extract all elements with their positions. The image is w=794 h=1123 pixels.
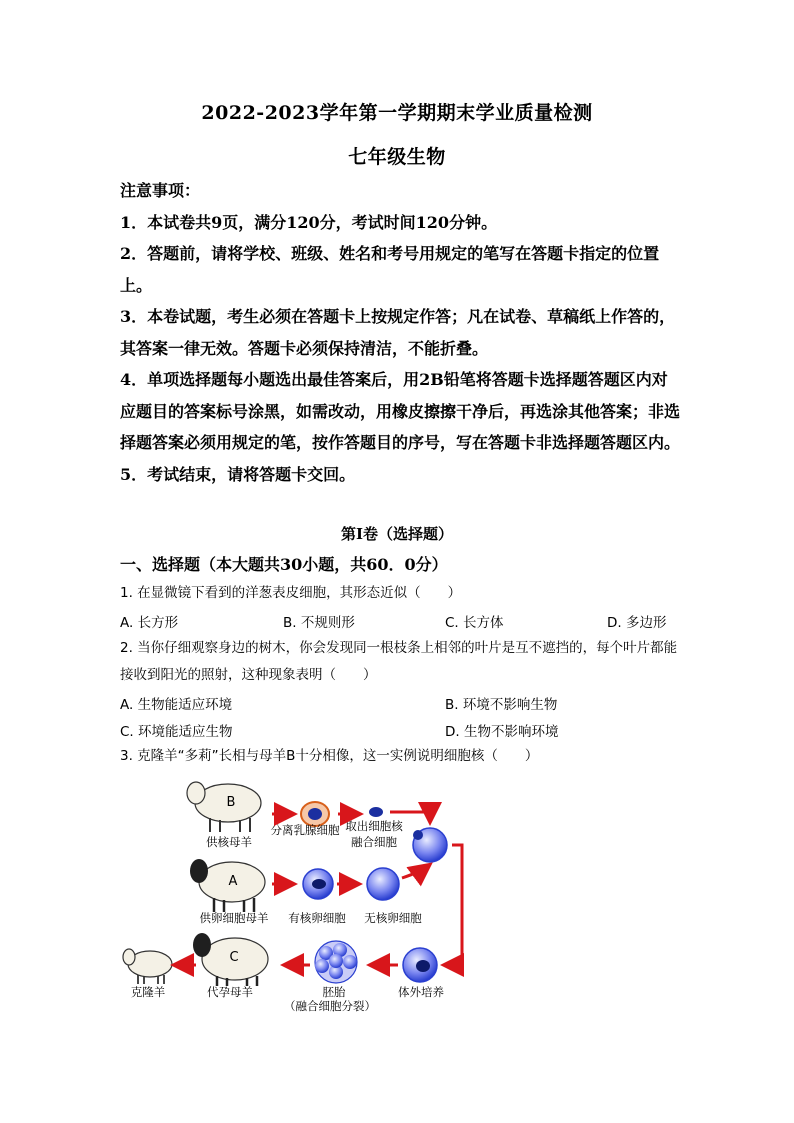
q1-option-b[interactable]: B. 不规则形	[283, 615, 355, 631]
exam-subject: 七年级生物	[348, 146, 446, 168]
question-1-stem: 1. 在显微镜下看到的洋葱表皮细胞，其形态近似（ ）	[120, 585, 462, 601]
notice-item-4: 4．单项选择题每小题选出最佳答案后，用2B铅笔将答题卡选择题答题区内对应题目的答案标号涂黑，如需改动，用橡皮擦擦干净后，再选涂其他答案；非选择题答案必须用规定的笔，按作答题目的序号，写在答题卡非选择题答题区内。	[120, 370, 681, 452]
label-fused-cell: 融合细胞	[351, 835, 397, 849]
q1-option-d[interactable]: D. 多边形	[607, 615, 667, 631]
label-clone: 克隆羊	[130, 985, 166, 999]
label-embryo-note: （融合细胞分裂）	[284, 999, 376, 1013]
notice-item-3: 3．本卷试题，考生必须在答题卡上按规定作答；凡在试卷、草稿纸上作答的，其答案一律无效。答题卡必须保持清洁，不能折叠。	[120, 307, 676, 358]
q1-option-c[interactable]: C. 长方体	[445, 615, 504, 631]
label-extract-nucleus: 取出细胞核	[345, 819, 403, 833]
nucleated-egg-icon	[303, 869, 333, 899]
volume-heading: 第I卷（选择题）	[340, 525, 454, 543]
label-embryo: 胚胎	[322, 985, 346, 999]
q2-option-d[interactable]: D. 生物不影响环境	[445, 724, 559, 740]
label-donor-nucleus: 供核母羊	[206, 835, 252, 849]
sheep-b-icon	[187, 782, 261, 832]
label-nucleated-egg: 有核卵细胞	[288, 911, 346, 925]
sheep-a-letter: A	[228, 874, 238, 889]
sheep-a-icon	[190, 859, 265, 912]
embryo-icon	[315, 941, 357, 983]
question-2-stem: 2. 当你仔细观察身边的树木，你会发现同一根枝条上相邻的叶片是互不遮挡的，每个叶片都能接收到阳光的照射，这种现象表明（ ）	[120, 640, 678, 683]
enucleated-egg-icon	[367, 868, 399, 900]
label-surrogate: 代孕母羊	[207, 985, 253, 999]
nucleus-icon	[369, 807, 383, 817]
arrow-fused-to-culture	[446, 845, 462, 965]
section-heading: 一、选择题（本大题共30小题，共60．0分）	[120, 555, 448, 574]
label-culture: 体外培养	[398, 985, 444, 999]
notice-heading: 注意事项：	[120, 181, 201, 200]
q2-option-a[interactable]: A. 生物能适应环境	[120, 697, 233, 713]
label-separate-cell: 分离乳腺细胞	[270, 823, 340, 837]
sheep-b-letter: B	[226, 795, 236, 810]
exam-title: 2022-2023学年第一学期期末学业质量检测	[201, 102, 593, 124]
notice-item-5: 5．考试结束，请将答题卡交回。	[120, 464, 356, 484]
label-enucleated-egg: 无核卵细胞	[364, 911, 422, 925]
q2-option-c[interactable]: C. 环境能适应生物	[120, 724, 233, 740]
q1-option-a[interactable]: A. 长方形	[120, 615, 179, 631]
label-donor-egg: 供卵细胞母羊	[199, 911, 269, 925]
clone-sheep-icon	[123, 949, 172, 984]
notice-item-1: 1．本试卷共9页，满分120分，考试时间120分钟。	[120, 212, 498, 232]
fused-cell-icon	[413, 828, 447, 862]
notice-item-2: 2．答题前，请将学校、班级、姓名和考号用规定的笔写在答题卡指定的位置上。	[120, 244, 660, 295]
q2-option-b[interactable]: B. 环境不影响生物	[445, 697, 558, 713]
question-3-stem: 3. 克隆羊“多莉”长相与母羊B十分相像，这一实例说明细胞核（ ）	[120, 748, 539, 764]
cultured-cell-icon	[403, 948, 437, 982]
sheep-c-letter: C	[229, 950, 239, 965]
arrow-enucleated-to-fused	[402, 866, 428, 878]
